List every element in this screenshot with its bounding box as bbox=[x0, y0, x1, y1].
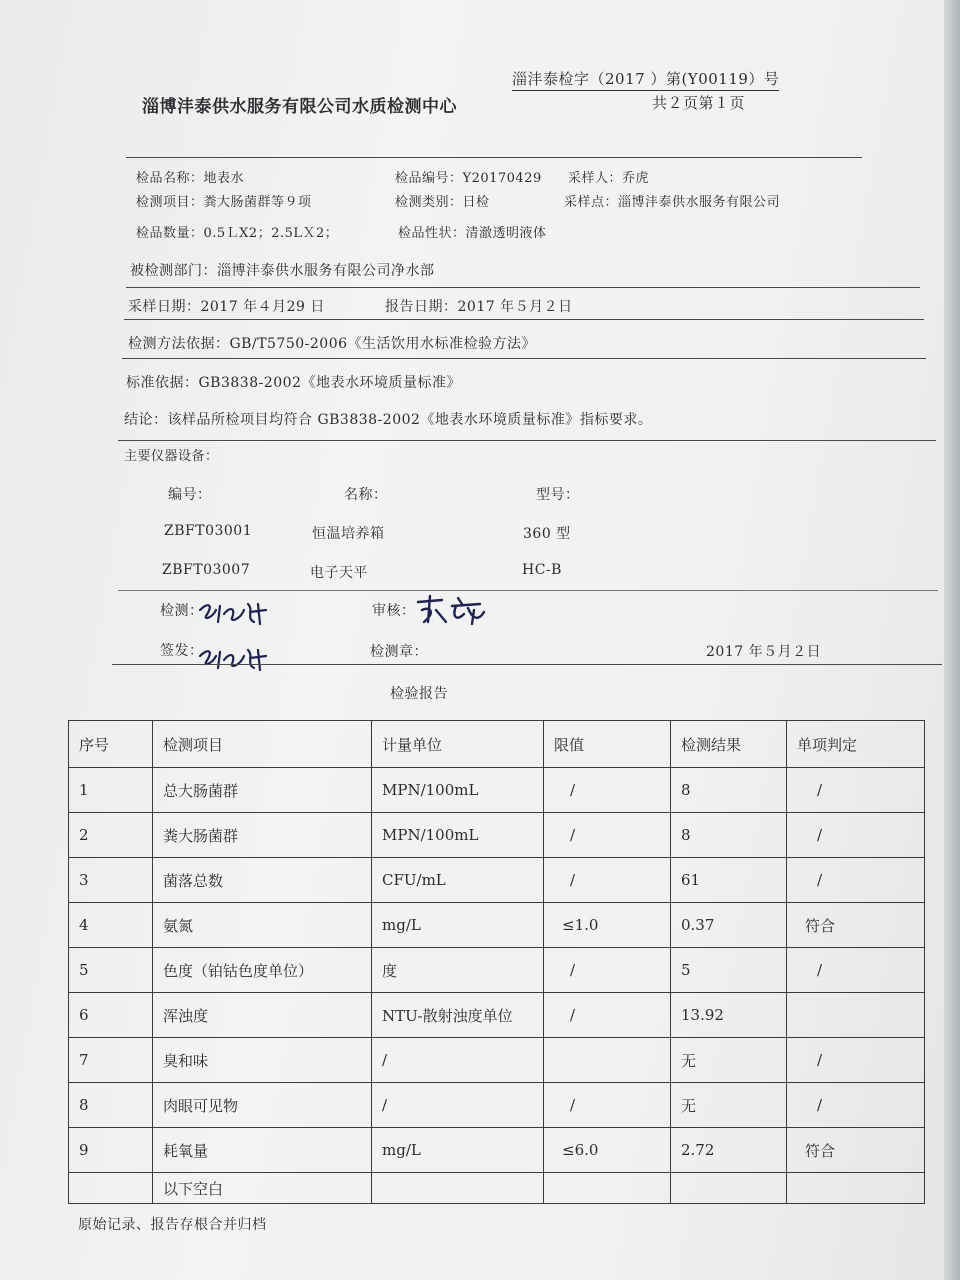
cell-unit: CFU/mL bbox=[372, 858, 544, 903]
cell-unit: / bbox=[372, 1083, 544, 1128]
equipment-title: 主要仪器设备： bbox=[124, 449, 219, 464]
cell-result: 无 bbox=[671, 1038, 787, 1083]
table-header-row bbox=[69, 721, 925, 768]
cell-empty bbox=[544, 1173, 671, 1204]
cell-item: 臭和味 bbox=[153, 1038, 372, 1083]
divider-standard bbox=[122, 358, 926, 359]
sample-properties: 检品性状：清澈透明液体 bbox=[398, 226, 547, 241]
table-row bbox=[69, 1083, 925, 1128]
cell-item: 总大肠菌群 bbox=[153, 768, 372, 813]
cell-item: 耗氧量 bbox=[153, 1128, 372, 1173]
report-table bbox=[68, 720, 925, 1204]
equipment-name: 恒温培养箱 bbox=[312, 526, 385, 542]
cell-judgement: / bbox=[787, 1083, 925, 1128]
table-row bbox=[69, 768, 925, 813]
doc-number: 淄沣泰检字（2017 ）第(Y00119）号 bbox=[512, 68, 779, 91]
cell-unit: 度 bbox=[372, 948, 544, 993]
test-items: 检测项目：粪大肠菌群等９项 bbox=[136, 195, 312, 210]
cell-item: 氨氮 bbox=[153, 903, 372, 948]
cell-judgement: / bbox=[787, 768, 925, 813]
equipment-model: HC-B bbox=[522, 562, 562, 578]
cell-judgement: / bbox=[787, 1038, 925, 1083]
cell-index: 7 bbox=[69, 1038, 153, 1083]
issuer-label: 签发： bbox=[160, 643, 204, 659]
header-limit: 限值 bbox=[544, 721, 671, 768]
cell-index: 9 bbox=[69, 1128, 153, 1173]
cell-judgement: / bbox=[787, 813, 925, 858]
table-row bbox=[69, 903, 925, 948]
equipment-header-model: 型号： bbox=[536, 487, 580, 503]
cell-index: 1 bbox=[69, 768, 153, 813]
cell-judgement: 符合 bbox=[787, 1128, 925, 1173]
cell-limit: ≤1.0 bbox=[544, 903, 671, 948]
cell-result: 13.92 bbox=[671, 993, 787, 1038]
cell-index: 6 bbox=[69, 993, 153, 1038]
reviewer-signature bbox=[412, 592, 502, 628]
cell-limit: / bbox=[544, 1083, 671, 1128]
page-edge bbox=[944, 0, 960, 1280]
cell-index: 3 bbox=[69, 858, 153, 903]
sample-name: 检品名称：地表水 bbox=[136, 171, 245, 186]
cell-item: 粪大肠菌群 bbox=[153, 813, 372, 858]
cell-empty bbox=[69, 1173, 153, 1204]
table-row bbox=[69, 858, 925, 903]
divider-equipment bbox=[118, 440, 936, 441]
cell-item: 肉眼可见物 bbox=[153, 1083, 372, 1128]
cell-empty bbox=[671, 1173, 787, 1204]
inspected-department: 被检测部门：淄博沣泰供水服务有限公司净水部 bbox=[130, 263, 435, 279]
cell-result: 0.37 bbox=[671, 903, 787, 948]
table-row bbox=[69, 1128, 925, 1173]
equipment-id: ZBFT03007 bbox=[162, 562, 251, 578]
cell-index: 8 bbox=[69, 1083, 153, 1128]
standard-basis: 标准依据：GB3838-2002《地表水环境质量标准》 bbox=[126, 375, 461, 391]
cell-judgement: / bbox=[787, 948, 925, 993]
issuer-signature bbox=[196, 640, 276, 674]
cell-result: 61 bbox=[671, 858, 787, 903]
equipment-model: 360 型 bbox=[523, 526, 571, 542]
cell-limit: / bbox=[544, 993, 671, 1038]
signature-date: 2017 年５月２日 bbox=[706, 644, 822, 660]
cell-limit: ≤6.0 bbox=[544, 1128, 671, 1173]
cell-judgement: / bbox=[787, 858, 925, 903]
cell-limit: / bbox=[544, 768, 671, 813]
header-item: 检测项目 bbox=[153, 721, 372, 768]
report-title: 检验报告 bbox=[390, 686, 448, 702]
sampling-date: 采样日期：2017 年４月29 日 bbox=[128, 299, 325, 315]
cell-index: 4 bbox=[69, 903, 153, 948]
cell-result: 8 bbox=[671, 813, 787, 858]
equipment-name: 电子天平 bbox=[310, 565, 368, 581]
equipment-header-name: 名称： bbox=[344, 487, 388, 503]
cell-empty bbox=[787, 1173, 925, 1204]
tester-signature bbox=[196, 596, 276, 628]
cell-item: 浑浊度 bbox=[153, 993, 372, 1038]
method-basis: 检测方法依据：GB/T5750-2006《生活饮用水标准检验方法》 bbox=[128, 336, 537, 352]
divider-top bbox=[126, 157, 862, 158]
cell-limit: / bbox=[544, 813, 671, 858]
cell-unit: mg/L bbox=[372, 1128, 544, 1173]
header-judgement: 单项判定 bbox=[787, 721, 925, 768]
divider-method bbox=[124, 319, 924, 320]
empty-note: 以下空白 bbox=[153, 1173, 372, 1204]
table-row bbox=[69, 948, 925, 993]
sampler: 采样人：乔虎 bbox=[568, 171, 650, 186]
cell-result: 2.72 bbox=[671, 1128, 787, 1173]
cell-limit bbox=[544, 1038, 671, 1083]
cell-unit: mg/L bbox=[372, 903, 544, 948]
table-row bbox=[69, 993, 925, 1038]
cell-judgement bbox=[787, 993, 925, 1038]
cell-item: 色度（铂钴色度单位） bbox=[153, 948, 372, 993]
cell-index: 2 bbox=[69, 813, 153, 858]
table-row-empty-note bbox=[69, 1173, 925, 1204]
cell-result: 8 bbox=[671, 768, 787, 813]
tester-label: 检测： bbox=[160, 603, 204, 619]
equipment-id: ZBFT03001 bbox=[164, 523, 253, 539]
cell-empty bbox=[372, 1173, 544, 1204]
organization-title: 淄博沣泰供水服务有限公司水质检测中心 bbox=[142, 97, 457, 117]
page-info: 共２页第１页 bbox=[652, 94, 746, 112]
footer-note: 原始记录、报告存根合并归档 bbox=[78, 1217, 267, 1233]
cell-index: 5 bbox=[69, 948, 153, 993]
cell-result: 无 bbox=[671, 1083, 787, 1128]
header-unit: 计量单位 bbox=[372, 721, 544, 768]
table-row bbox=[69, 813, 925, 858]
cell-item: 菌落总数 bbox=[153, 858, 372, 903]
cell-limit: / bbox=[544, 948, 671, 993]
equipment-header-id: 编号： bbox=[168, 487, 212, 503]
cell-unit: / bbox=[372, 1038, 544, 1083]
cell-result: 5 bbox=[671, 948, 787, 993]
cell-unit: NTU-散射浊度单位 bbox=[372, 993, 544, 1038]
stamp-label: 检测章： bbox=[370, 644, 428, 660]
cell-unit: MPN/100mL bbox=[372, 813, 544, 858]
test-type: 检测类别：日检 bbox=[395, 195, 490, 210]
conclusion: 结论：该样品所检项目均符合 GB3838-2002《地表水环境质量标准》指标要求。 bbox=[124, 412, 653, 428]
report-date: 报告日期：2017 年５月２日 bbox=[385, 299, 573, 315]
header-index: 序号 bbox=[69, 721, 153, 768]
sample-number: 检品编号：Y20170429 bbox=[395, 171, 542, 186]
table-row bbox=[69, 1038, 925, 1083]
sample-quantity: 检品数量：0.5ＬX2；2.5LＸ2； bbox=[136, 226, 339, 241]
divider-signatures bbox=[118, 590, 938, 591]
reviewer-label: 审核： bbox=[372, 603, 416, 619]
cell-limit: / bbox=[544, 858, 671, 903]
cell-judgement: 符合 bbox=[787, 903, 925, 948]
cell-unit: MPN/100mL bbox=[372, 768, 544, 813]
divider-report bbox=[112, 664, 942, 665]
header-result: 检测结果 bbox=[671, 721, 787, 768]
divider-dates bbox=[126, 287, 920, 288]
sampling-site: 采样点：淄博沣泰供水服务有限公司 bbox=[564, 195, 781, 210]
